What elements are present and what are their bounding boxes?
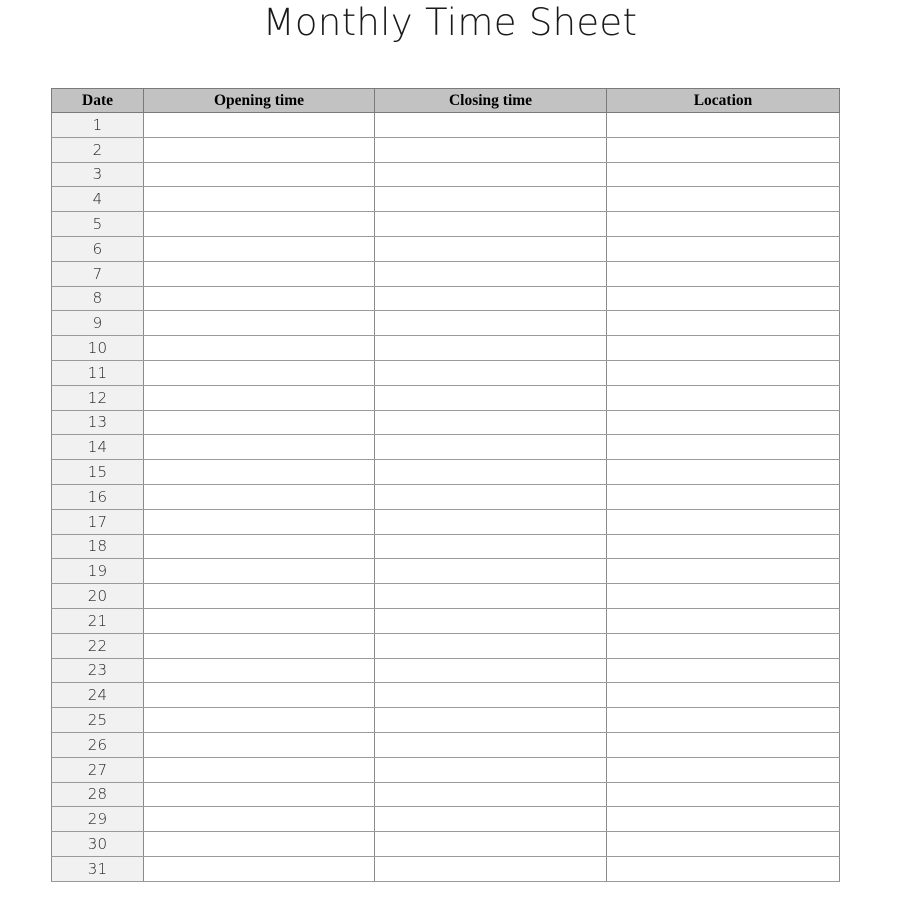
table-header bbox=[52, 89, 840, 113]
date-cell: 10 bbox=[52, 336, 144, 361]
opening-time-cell[interactable] bbox=[144, 559, 375, 584]
table-row bbox=[52, 683, 840, 708]
location-cell[interactable] bbox=[607, 137, 840, 162]
table-row bbox=[52, 559, 840, 584]
opening-time-cell[interactable] bbox=[144, 162, 375, 187]
closing-time-cell[interactable] bbox=[375, 236, 607, 261]
table-row bbox=[52, 385, 840, 410]
date-cell: 19 bbox=[52, 559, 144, 584]
location-cell[interactable] bbox=[607, 633, 840, 658]
date-cell: 17 bbox=[52, 509, 144, 534]
date-cell: 12 bbox=[52, 385, 144, 410]
closing-time-cell[interactable] bbox=[375, 807, 607, 832]
opening-time-cell[interactable] bbox=[144, 757, 375, 782]
closing-time-cell[interactable] bbox=[375, 261, 607, 286]
opening-time-cell[interactable] bbox=[144, 113, 375, 138]
table-row bbox=[52, 236, 840, 261]
closing-time-cell[interactable] bbox=[375, 757, 607, 782]
date-cell: 22 bbox=[52, 633, 144, 658]
location-cell[interactable] bbox=[607, 683, 840, 708]
location-cell[interactable] bbox=[607, 236, 840, 261]
location-cell[interactable] bbox=[607, 708, 840, 733]
closing-time-cell[interactable] bbox=[375, 832, 607, 857]
location-cell[interactable] bbox=[607, 212, 840, 237]
table-row bbox=[52, 534, 840, 559]
opening-time-cell[interactable] bbox=[144, 509, 375, 534]
column-header-date: Date bbox=[52, 89, 144, 113]
opening-time-cell[interactable] bbox=[144, 534, 375, 559]
table-row bbox=[52, 832, 840, 857]
table-row bbox=[52, 633, 840, 658]
opening-time-cell[interactable] bbox=[144, 410, 375, 435]
table-row bbox=[52, 856, 840, 881]
opening-time-cell[interactable] bbox=[144, 360, 375, 385]
location-cell[interactable] bbox=[607, 807, 840, 832]
table-row bbox=[52, 608, 840, 633]
column-header-opening-time: Opening time bbox=[144, 89, 375, 113]
opening-time-cell[interactable] bbox=[144, 137, 375, 162]
location-cell[interactable] bbox=[607, 261, 840, 286]
opening-time-cell[interactable] bbox=[144, 683, 375, 708]
closing-time-cell[interactable] bbox=[375, 212, 607, 237]
table-row bbox=[52, 187, 840, 212]
opening-time-cell[interactable] bbox=[144, 856, 375, 881]
table-row bbox=[52, 286, 840, 311]
date-cell: 27 bbox=[52, 757, 144, 782]
opening-time-cell[interactable] bbox=[144, 187, 375, 212]
opening-time-cell[interactable] bbox=[144, 236, 375, 261]
table-row bbox=[52, 137, 840, 162]
table-row bbox=[52, 435, 840, 460]
closing-time-cell[interactable] bbox=[375, 534, 607, 559]
table-row bbox=[52, 261, 840, 286]
table-row bbox=[52, 757, 840, 782]
location-cell[interactable] bbox=[607, 385, 840, 410]
opening-time-cell[interactable] bbox=[144, 311, 375, 336]
table-row bbox=[52, 484, 840, 509]
date-cell: 5 bbox=[52, 212, 144, 237]
closing-time-cell[interactable] bbox=[375, 336, 607, 361]
closing-time-cell[interactable] bbox=[375, 559, 607, 584]
page-title: Monthly Time Sheet bbox=[262, 1, 638, 44]
closing-time-cell[interactable] bbox=[375, 658, 607, 683]
opening-time-cell[interactable] bbox=[144, 708, 375, 733]
table-row bbox=[52, 658, 840, 683]
location-cell[interactable] bbox=[607, 608, 840, 633]
closing-time-cell[interactable] bbox=[375, 410, 607, 435]
location-cell[interactable] bbox=[607, 658, 840, 683]
closing-time-cell[interactable] bbox=[375, 708, 607, 733]
location-cell[interactable] bbox=[607, 484, 840, 509]
table-row bbox=[52, 113, 840, 138]
closing-time-cell[interactable] bbox=[375, 584, 607, 609]
location-cell[interactable] bbox=[607, 732, 840, 757]
opening-time-cell[interactable] bbox=[144, 807, 375, 832]
location-cell[interactable] bbox=[607, 162, 840, 187]
date-cell: 21 bbox=[52, 608, 144, 633]
table-row bbox=[52, 708, 840, 733]
table-row bbox=[52, 336, 840, 361]
location-cell[interactable] bbox=[607, 509, 840, 534]
location-cell[interactable] bbox=[607, 286, 840, 311]
location-cell[interactable] bbox=[607, 856, 840, 881]
location-cell[interactable] bbox=[607, 460, 840, 485]
closing-time-cell[interactable] bbox=[375, 856, 607, 881]
date-cell: 4 bbox=[52, 187, 144, 212]
opening-time-cell[interactable] bbox=[144, 584, 375, 609]
location-cell[interactable] bbox=[607, 584, 840, 609]
column-header-closing-time: Closing time bbox=[375, 89, 607, 113]
date-cell: 28 bbox=[52, 782, 144, 807]
date-cell: 29 bbox=[52, 807, 144, 832]
timesheet-table bbox=[51, 88, 840, 882]
location-cell[interactable] bbox=[607, 336, 840, 361]
opening-time-cell[interactable] bbox=[144, 484, 375, 509]
closing-time-cell[interactable] bbox=[375, 633, 607, 658]
date-cell: 15 bbox=[52, 460, 144, 485]
table-row bbox=[52, 584, 840, 609]
opening-time-cell[interactable] bbox=[144, 658, 375, 683]
table-row bbox=[52, 162, 840, 187]
location-cell[interactable] bbox=[607, 435, 840, 460]
closing-time-cell[interactable] bbox=[375, 385, 607, 410]
date-cell: 14 bbox=[52, 435, 144, 460]
date-cell: 16 bbox=[52, 484, 144, 509]
location-cell[interactable] bbox=[607, 534, 840, 559]
table-row bbox=[52, 782, 840, 807]
opening-time-cell[interactable] bbox=[144, 261, 375, 286]
closing-time-cell[interactable] bbox=[375, 187, 607, 212]
date-cell: 11 bbox=[52, 360, 144, 385]
closing-time-cell[interactable] bbox=[375, 608, 607, 633]
location-cell[interactable] bbox=[607, 782, 840, 807]
closing-time-cell[interactable] bbox=[375, 360, 607, 385]
location-cell[interactable] bbox=[607, 410, 840, 435]
location-cell[interactable] bbox=[607, 559, 840, 584]
table-row bbox=[52, 212, 840, 237]
header-row bbox=[52, 89, 840, 113]
opening-time-cell[interactable] bbox=[144, 286, 375, 311]
location-cell[interactable] bbox=[607, 311, 840, 336]
location-cell[interactable] bbox=[607, 757, 840, 782]
closing-time-cell[interactable] bbox=[375, 509, 607, 534]
date-cell: 25 bbox=[52, 708, 144, 733]
closing-time-cell[interactable] bbox=[375, 683, 607, 708]
date-cell: 13 bbox=[52, 410, 144, 435]
date-cell: 30 bbox=[52, 832, 144, 857]
date-cell: 26 bbox=[52, 732, 144, 757]
closing-time-cell[interactable] bbox=[375, 286, 607, 311]
date-cell: 6 bbox=[52, 236, 144, 261]
date-cell: 1 bbox=[52, 113, 144, 138]
date-cell: 23 bbox=[52, 658, 144, 683]
table-row bbox=[52, 807, 840, 832]
table-body bbox=[52, 113, 840, 882]
closing-time-cell[interactable] bbox=[375, 113, 607, 138]
closing-time-cell[interactable] bbox=[375, 162, 607, 187]
opening-time-cell[interactable] bbox=[144, 832, 375, 857]
timesheet-table-container bbox=[51, 88, 839, 882]
opening-time-cell[interactable] bbox=[144, 385, 375, 410]
date-cell: 8 bbox=[52, 286, 144, 311]
location-cell[interactable] bbox=[607, 113, 840, 138]
date-cell: 18 bbox=[52, 534, 144, 559]
date-cell: 31 bbox=[52, 856, 144, 881]
date-cell: 7 bbox=[52, 261, 144, 286]
opening-time-cell[interactable] bbox=[144, 633, 375, 658]
date-cell: 9 bbox=[52, 311, 144, 336]
table-row bbox=[52, 732, 840, 757]
closing-time-cell[interactable] bbox=[375, 460, 607, 485]
closing-time-cell[interactable] bbox=[375, 782, 607, 807]
table-row bbox=[52, 410, 840, 435]
table-row bbox=[52, 509, 840, 534]
closing-time-cell[interactable] bbox=[375, 311, 607, 336]
date-cell: 24 bbox=[52, 683, 144, 708]
opening-time-cell[interactable] bbox=[144, 782, 375, 807]
table-row bbox=[52, 460, 840, 485]
opening-time-cell[interactable] bbox=[144, 608, 375, 633]
opening-time-cell[interactable] bbox=[144, 460, 375, 485]
closing-time-cell[interactable] bbox=[375, 732, 607, 757]
table-row bbox=[52, 360, 840, 385]
closing-time-cell[interactable] bbox=[375, 137, 607, 162]
opening-time-cell[interactable] bbox=[144, 212, 375, 237]
closing-time-cell[interactable] bbox=[375, 484, 607, 509]
date-cell: 2 bbox=[52, 137, 144, 162]
opening-time-cell[interactable] bbox=[144, 732, 375, 757]
table-row bbox=[52, 311, 840, 336]
date-cell: 20 bbox=[52, 584, 144, 609]
date-cell: 3 bbox=[52, 162, 144, 187]
location-cell[interactable] bbox=[607, 187, 840, 212]
column-header-location: Location bbox=[607, 89, 840, 113]
opening-time-cell[interactable] bbox=[144, 336, 375, 361]
opening-time-cell[interactable] bbox=[144, 435, 375, 460]
closing-time-cell[interactable] bbox=[375, 435, 607, 460]
location-cell[interactable] bbox=[607, 360, 840, 385]
location-cell[interactable] bbox=[607, 832, 840, 857]
